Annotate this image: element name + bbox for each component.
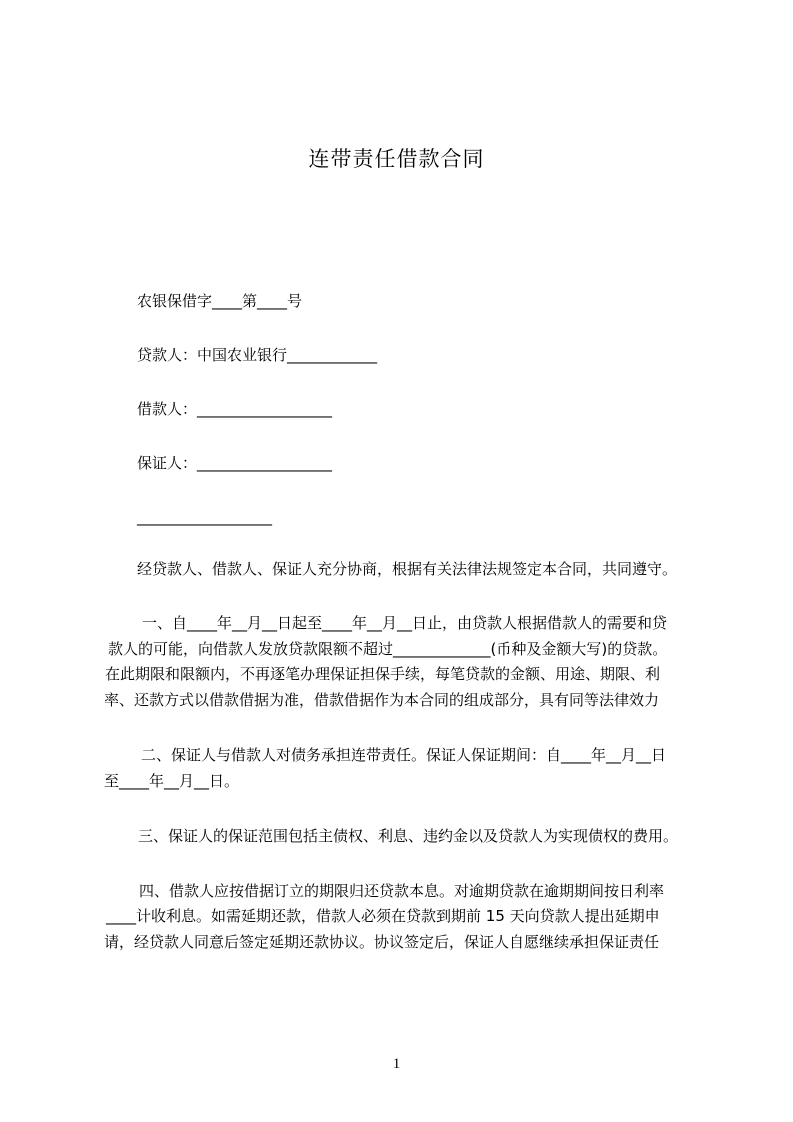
clause-line: 三、保证人的保证范围包括主债权、利息、违约金以及贷款人为实现债权的费用。 (138, 827, 679, 845)
clause-line: 一、自____年__月__日起至____年__月__日止，由贷款人根据借款人的需要和贷 (142, 614, 668, 632)
guarantor-line: 保证人：__________________ (137, 454, 333, 472)
page-number: 1 (392, 1056, 401, 1072)
borrower-line: 借款人：__________________ (137, 400, 333, 418)
clause-line: 二、保证人与借款人对债务承担连带责任。保证人保证期间：自____年__月__日 (141, 746, 667, 764)
clause-line: 至____年__月__日。 (104, 772, 240, 790)
clause-line: 请，经贷款人同意后签定延期还款协议。协议签定后，保证人自愿继续承担保证责任 (104, 933, 660, 951)
clause-line: ____计收利息。如需延期还款，借款人必须在贷款到期前 15 天向贷款人提出延期申 (106, 907, 660, 925)
clause-line: 四、借款人应按借据订立的期限归还贷款本息。对逾期贷款在逾期期间按日利率 (139, 882, 665, 900)
intro-paragraph: 经贷款人、借款人、保证人充分协商，根据有关法律法规签定本合同，共同遵守。 (137, 560, 678, 578)
clause-line: 率、还款方式以借款借据为准，借款借据作为本合同的组成部分，具有同等法律效力 (104, 691, 660, 709)
contract-number: 农银保借字____第____号 (137, 292, 303, 310)
clause-line: 在此期限和限额内，不再逐笔办理保证担保手续，每笔贷款的金额、用途、期限、利 (105, 665, 661, 683)
clause-line: 款人的可能，向借款人发放贷款限额不超过_____________(币种及金额大写)的贷款。 (108, 640, 668, 658)
lender-line: 贷款人：中国农业银行____________ (137, 346, 378, 364)
blank-line: __________________ (137, 508, 272, 526)
document-title: 连带责任借款合同 (308, 147, 485, 171)
